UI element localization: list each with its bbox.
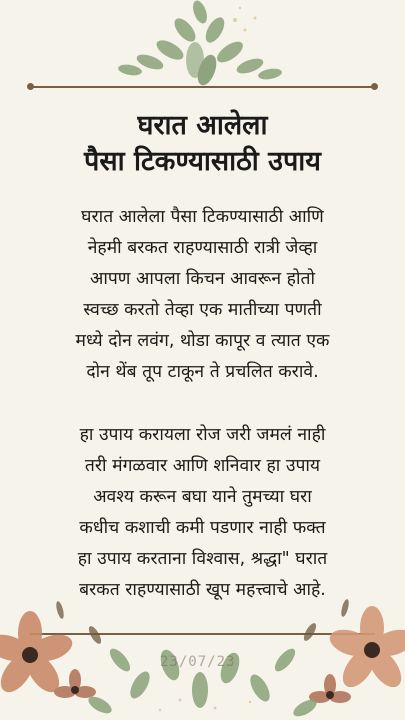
top-leaf-decoration [95,0,310,90]
text-line: अवश्य करून बघा याने तुमच्या घरा [93,487,312,507]
text-line: दोन थेंब तूप टाकून ते प्रचलित करावे. [86,362,319,382]
top-divider [30,86,375,88]
text-line: कधीच कशाची कमी पडणार नाही फक्त [79,518,326,538]
text-line: बरकत राहण्यासाठी खूप महत्त्वाचे आहे. [79,580,326,600]
paragraph-1 [20,202,385,388]
title-line-2: पैसा टिकण्यासाठी उपाय [84,146,321,177]
text-line: स्वच्छ करतो तेव्हा एक मातीच्या पणती [83,300,322,320]
paragraph-2 [20,420,385,606]
text-line: हा उपाय करायला रोज जरी जमलं नाही [79,425,326,445]
page-title [20,108,385,180]
date-stamp: 23/07/23 [160,654,236,670]
text-line: हा उपाय करताना विश्वास, श्रद्धा" घरात [77,549,328,569]
text-line: नेहमी बरकत राहण्यासाठी रात्री जेव्हा [87,238,318,258]
text-line: तरी मंगळवार आणि शनिवार हा उपाय [84,456,321,476]
text-line: घरात आलेला पैसा टिकण्यासाठी आणि [81,207,324,227]
text-line: आपण आपला किचन आवरून होतो [89,269,315,289]
title-line-1: घरात आलेला [137,110,268,141]
text-line: मध्ये दोन लवंग, थोडा कापूर व त्यात एक [75,331,330,351]
